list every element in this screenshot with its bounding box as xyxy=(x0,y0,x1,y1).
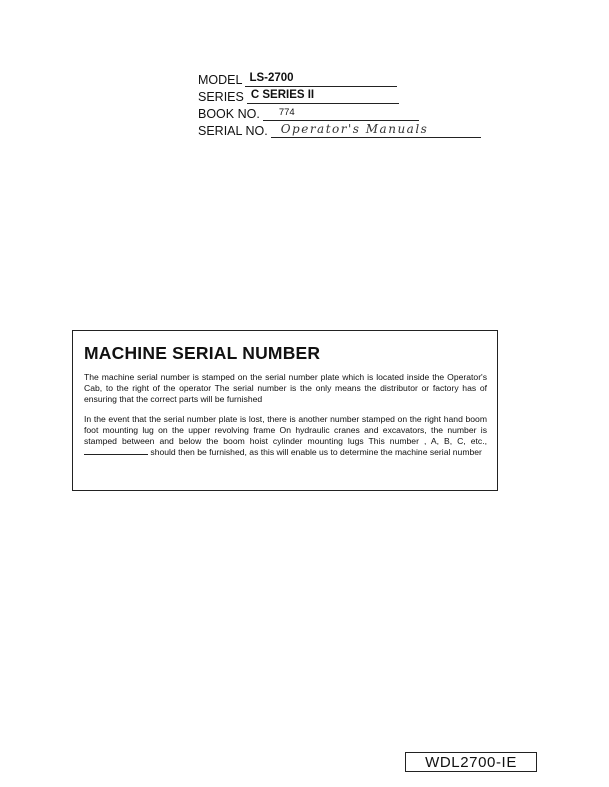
book-number-field xyxy=(198,104,468,121)
serial-number-label: SERIAL NO. xyxy=(198,124,268,138)
model-field xyxy=(198,70,468,87)
document-code-box: WDL2700-IE xyxy=(405,752,537,772)
machine-serial-number-notice xyxy=(72,330,498,491)
notice-paragraph-2 xyxy=(84,414,487,458)
series-field xyxy=(198,87,468,104)
series-label: SERIES xyxy=(198,90,244,104)
fill-in-blank-line xyxy=(84,447,148,455)
model-label: MODEL xyxy=(198,73,243,87)
model-value: LS-2700 xyxy=(245,72,397,87)
notice-paragraph-2-end: should then be furnished, as this will enable us to determine the machine serial number xyxy=(150,447,482,457)
notice-title: MACHINE SERIAL NUMBER xyxy=(84,343,321,363)
serial-number-handwritten-value: Operator's Manuals xyxy=(271,123,481,138)
notice-paragraph-2-start: In the event that the serial number plate is lost, there is another number stamped on the right hand boom foot mounting lug on the upper revolving frame On hydraulic cranes and excavators, the number is stamped between and below the boom hoist cylinder mounting lugs This number , A, B, C, etc., xyxy=(84,414,487,446)
notice-paragraph-1: The machine serial number is stamped on the serial number plate which is located inside the Operator's Cab, to the right of the operator The serial number is the only means the distributor or factory has of ensuring that the correct parts will be furnished xyxy=(84,372,487,404)
series-value: C SERIES II xyxy=(247,89,399,104)
book-number-label: BOOK NO. xyxy=(198,107,260,121)
serial-number-field xyxy=(198,121,468,138)
book-number-value: 774 xyxy=(263,106,419,121)
identification-fields xyxy=(198,70,468,138)
